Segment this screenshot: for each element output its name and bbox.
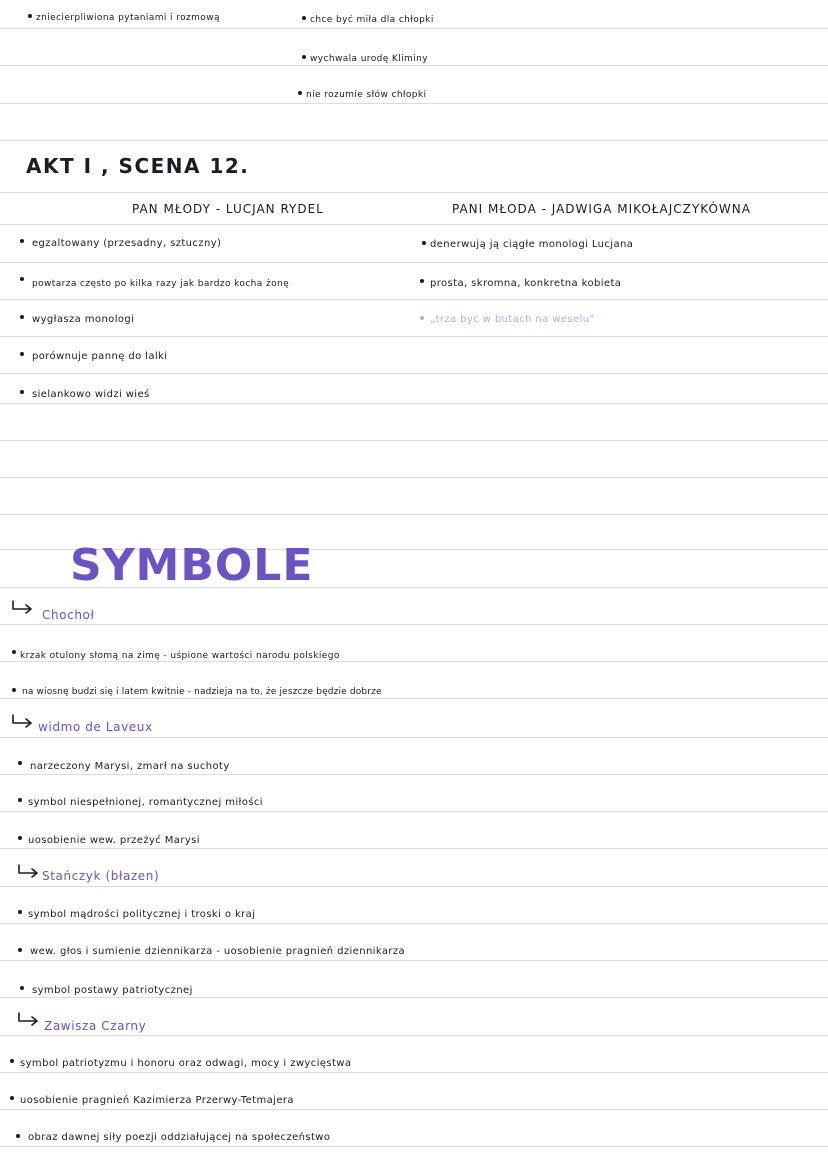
rule-line — [0, 440, 828, 441]
symbol-item: symbol patriotyzmu i honoru oraz odwagi, mocy i zwycięstwa — [20, 1058, 352, 1069]
arrow-right-icon — [10, 600, 34, 614]
bullet — [16, 1134, 20, 1138]
rule-line — [0, 886, 828, 887]
top-right-note-3: nie rozumie słów chłopki — [306, 90, 427, 100]
bullet — [10, 1059, 14, 1063]
symbol-item: uosobienie wew. przeżyć Marysi — [28, 835, 200, 846]
rule-line — [0, 65, 828, 66]
bullet — [422, 241, 426, 245]
bullet — [18, 836, 22, 840]
symbol-item: obraz dawnej siły poezji oddziałującej na społeczeństwo — [28, 1132, 331, 1143]
bullet — [10, 1096, 14, 1100]
bride-trait-2: prosta, skromna, konkretna kobieta — [430, 278, 622, 289]
symbol-item: narzeczony Marysi, zmarł na suchoty — [30, 761, 230, 772]
rule-line — [0, 514, 828, 515]
rule-line — [0, 28, 828, 29]
rule-line — [0, 299, 828, 300]
rule-line — [0, 1146, 828, 1147]
rule-line — [0, 774, 828, 775]
rule-line — [0, 373, 828, 374]
groom-trait-2: powtarza często po kilka razy jak bardzo kocha żonę — [32, 279, 290, 289]
column-title-right: PANI MŁODA - JADWIGA MIKOŁAJCZYKÓWNA — [452, 202, 751, 216]
bullet — [20, 277, 24, 281]
symbol-title-chochol: Chochoł — [42, 608, 95, 622]
bullet — [20, 315, 24, 319]
rule-line — [0, 1109, 828, 1110]
rule-line — [0, 477, 828, 478]
rule-line — [0, 923, 828, 924]
groom-trait-3: wygłasza monologi — [32, 314, 135, 325]
symbol-item: krzak otulony słomą na zimę - uśpione wartości narodu polskiego — [20, 651, 340, 661]
symbol-item: symbol niespełnionej, romantycznej miłości — [28, 797, 263, 808]
rule-line — [0, 698, 828, 699]
groom-trait-1: egzaltowany (przesadny, sztuczny) — [32, 238, 222, 249]
bullet — [420, 316, 424, 320]
bullet — [302, 16, 306, 20]
symbol-item: wew. głos i sumienie dziennikarza - uosobienie pragnień dziennikarza — [30, 946, 406, 957]
groom-trait-4: porównuje pannę do lalki — [32, 351, 168, 362]
top-left-note: zniecierpliwiona pytaniami i rozmową — [36, 13, 220, 23]
bullet — [302, 55, 306, 59]
rule-line — [0, 624, 828, 625]
bullet — [18, 798, 22, 802]
rule-line — [0, 811, 828, 812]
top-right-note-2: wychwala urodę Kliminy — [310, 54, 428, 64]
bullet — [12, 650, 16, 654]
arrow-right-icon — [16, 864, 40, 878]
bullet — [20, 986, 24, 990]
bride-quote: „trza być w butach na weselu" — [430, 314, 595, 325]
rule-line — [0, 1035, 828, 1036]
rule-line — [0, 403, 828, 404]
bride-trait-1: denerwują ją ciągłe monologi Lucjana — [430, 239, 634, 250]
bullet — [420, 279, 424, 283]
bullet — [18, 761, 22, 765]
rule-line — [0, 737, 828, 738]
column-title-left: PAN MŁODY - LUCJAN RYDEL — [132, 202, 324, 216]
symbol-title-stanczyk: Stańczyk (błazen) — [42, 869, 160, 883]
rule-line — [0, 224, 828, 225]
arrow-right-icon — [10, 714, 34, 728]
bullet — [18, 910, 22, 914]
bullet — [28, 14, 32, 18]
act-heading: AKT I , SCENA 12. — [26, 154, 250, 178]
rule-line — [0, 848, 828, 849]
rule-line — [0, 140, 828, 141]
bullet — [12, 688, 16, 692]
rule-line — [0, 103, 828, 104]
rule-line — [0, 1072, 828, 1073]
rule-line — [0, 192, 828, 193]
symbol-item: uosobienie pragnień Kazimierza Przerwy-Tetmajera — [20, 1095, 294, 1106]
bullet — [18, 948, 22, 952]
groom-trait-5: sielankowo widzi wieś — [32, 389, 150, 400]
bullet — [298, 91, 302, 95]
symbols-heading: SYMBOLE — [70, 540, 314, 591]
symbol-item: na wiosnę budzi się i latem kwitnie - nadzieja na to, że jeszcze będzie dobrze — [22, 687, 382, 697]
bullet — [20, 352, 24, 356]
top-right-note-1: chce być miła dla chłopki — [310, 15, 434, 25]
symbol-item: symbol postawy patriotycznej — [32, 985, 193, 996]
symbol-title-zawisza: Zawisza Czarny — [44, 1019, 147, 1033]
symbol-item: symbol mądrości politycznej i troski o kraj — [28, 909, 256, 920]
symbol-title-widmo: widmo de Laveux — [38, 720, 153, 734]
rule-line — [0, 960, 828, 961]
arrow-right-icon — [16, 1012, 40, 1026]
bullet — [20, 239, 24, 243]
bullet — [20, 390, 24, 394]
rule-line — [0, 262, 828, 263]
rule-line — [0, 997, 828, 998]
rule-line — [0, 336, 828, 337]
